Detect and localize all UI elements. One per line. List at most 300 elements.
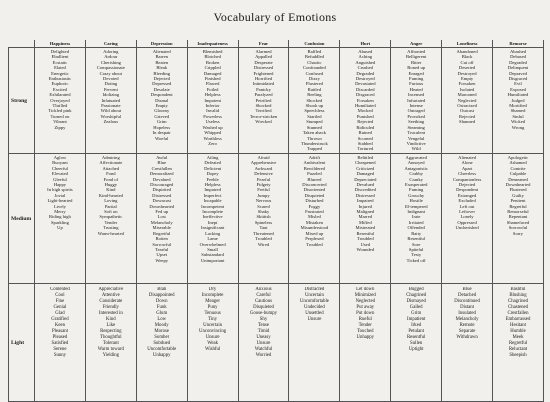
emotion-word: Admiring [101, 155, 120, 160]
emotion-word: Ostracized [457, 103, 477, 109]
emotion-word: Bitter [410, 59, 422, 65]
emotion-word: Wrecked [255, 119, 272, 125]
emotion-word: Reluctant [508, 347, 528, 352]
emotion-cell [187, 154, 238, 284]
emotion-word: Empty [460, 76, 474, 82]
emotion-word-list [342, 155, 388, 252]
emotion-word: Tortured [357, 146, 374, 152]
emotion-word: Discouraged [150, 182, 174, 188]
emotion-cell [493, 284, 544, 402]
emotion-word: Crabby [409, 171, 423, 177]
emotion-word-list [342, 287, 388, 341]
emotion-word: Morose [154, 329, 170, 334]
emotion-word: Separate [458, 329, 476, 334]
emotion-word: Lively [53, 203, 66, 209]
emotion-word: Apologetic [507, 155, 529, 160]
emotion-word-list [37, 49, 83, 130]
emotion-word: Injured [358, 203, 372, 209]
emotion-word: Dizzy [308, 76, 320, 82]
emotion-word: Rattled [307, 86, 322, 92]
emotion-word: Unhappy [152, 353, 171, 358]
emotion-word: Melancholy [455, 317, 479, 322]
emotion-word: Miserable [152, 225, 171, 231]
emotion-word: Elated [54, 65, 66, 71]
emotion-word: Despondent [456, 187, 479, 193]
emotion-word: Feeble [206, 176, 219, 182]
emotion-word: Fearful [256, 176, 271, 182]
emotion-word: Empty [155, 103, 168, 109]
emotion-word: Beaten [155, 59, 169, 65]
emotion-word: Uneasy [256, 335, 271, 340]
emotion-word: Jovial [54, 192, 66, 198]
emotion-word: Shunned [459, 119, 476, 125]
emotion-word-list [444, 287, 490, 341]
emotion-cell [35, 284, 86, 402]
emotion-word-list [88, 155, 134, 236]
emotion-word: Sheepish [509, 353, 527, 358]
emotion-word: Depreciated [354, 176, 377, 182]
emotion-word: Contented [50, 287, 70, 292]
emotion-word: Troubled [356, 236, 374, 242]
emotion-word: Ruined [358, 130, 372, 136]
emotion-word: Lost [157, 214, 166, 220]
emotion-word: Zippy [54, 124, 66, 130]
emotion-word: Taken aback [302, 130, 326, 136]
emotion-word: Meek [512, 335, 524, 340]
emotion-word: Leftover [459, 209, 475, 215]
emotion-word: Bleak [156, 65, 168, 71]
emotion-word: Regretful [153, 230, 171, 236]
emotion-word: Fervent [103, 86, 118, 92]
emotion-word: Jumpy [257, 192, 270, 198]
emotion-word: Depraved [509, 70, 527, 76]
emotion-word: Shaky [257, 209, 270, 215]
emotion-word-list [342, 49, 388, 152]
emotion-word: Grim [156, 119, 167, 125]
emotion-word: Annoyed [407, 160, 425, 166]
emotion-word: Stunned [306, 124, 322, 130]
emotion-word: Wild [411, 146, 421, 152]
emotion-word: Heated [409, 86, 423, 92]
emotion-word-list [444, 49, 490, 125]
emotion-word: Fidgety [256, 182, 271, 188]
emotion-word: Resentful [356, 230, 375, 236]
emotion-word: Melancholy [150, 219, 173, 225]
emotion-word: Foiled [206, 86, 219, 92]
emotion-word: Cut off [460, 59, 474, 65]
emotion-word: Put down [356, 311, 375, 316]
emotion-word-list [495, 49, 541, 130]
emotion-word: Let down [356, 287, 375, 292]
emotion-word: Moody [154, 323, 169, 328]
emotion-word: Enraged [408, 70, 424, 76]
emotion-word: Cheerful [51, 165, 68, 171]
emotion-word: Careful [256, 293, 271, 298]
emotion-word: Minimized [354, 293, 376, 298]
emotion-word: Distressed [355, 192, 375, 198]
emotion-word: Uncertain [304, 293, 324, 298]
emotion-word: Bugged [408, 287, 424, 292]
emotion-word: Distressed [152, 192, 172, 198]
emotion-word: Anguished [355, 59, 376, 65]
emotion-word: Overwhelmed [199, 241, 226, 247]
emotion-word: Appreciative [98, 287, 124, 292]
emotion-word: Helpless [204, 182, 221, 188]
emotion-word: Spineless [254, 219, 273, 225]
emotion-word: Deserted [458, 65, 476, 71]
emotion-word: Bleeding [153, 70, 171, 76]
emotion-word-list [241, 49, 287, 125]
emotion-word: Touched [357, 329, 374, 334]
emotion-cell [493, 48, 544, 154]
emotion-word: Regretful [508, 341, 528, 346]
emotion-cell [136, 284, 187, 402]
emotion-word: Blotched [204, 54, 221, 60]
emotion-word: Impatient [406, 317, 426, 322]
emotion-word: Seething [408, 119, 425, 125]
emotion-word: Inept [207, 219, 218, 225]
emotion-word: Ridiculed [356, 124, 375, 130]
emotion-word: Gleeful [53, 176, 67, 182]
emotion-word: Unsure [307, 317, 322, 322]
emotion-word: Affectionate [99, 160, 123, 166]
emotion-word: Furious [409, 81, 424, 87]
emotion-word: Disquieted [304, 192, 325, 198]
emotion-word: Ecstatic [52, 59, 68, 65]
emotion-word: Broken [205, 59, 220, 65]
emotion-word: Thoughtful [100, 335, 122, 340]
emotion-word: Incomplete [201, 293, 224, 298]
emotion-word: Puzzled [307, 171, 322, 177]
emotion-word: Shamefaced [506, 219, 530, 225]
emotion-word: Cherishing [100, 59, 121, 65]
emotion-word: Turned on [50, 113, 70, 119]
emotion-word: Apart [461, 165, 473, 171]
emotion-word: Shocked [255, 103, 272, 109]
emotion-word: Reeling [307, 92, 322, 98]
emotion-word: Partial [104, 203, 117, 209]
column-header: Hurt [340, 40, 391, 48]
emotion-word: Shamed [510, 108, 526, 114]
emotion-word: Weepy [155, 257, 169, 263]
emotion-word: Exposed [510, 86, 526, 92]
emotion-word: Sore [411, 241, 421, 247]
emotion-word: Adoring [103, 49, 119, 54]
emotion-word: Respecting [100, 329, 122, 334]
emotion-word: Shook up [305, 103, 324, 109]
emotion-word: Riding high [49, 214, 71, 220]
emotion-word: Excited [52, 86, 67, 92]
emotion-word: Desperate [254, 59, 273, 65]
emotion-word: Thunderstruck [301, 140, 328, 146]
emotion-word: Horrified [254, 76, 273, 82]
emotion-word: Isolated [459, 86, 475, 92]
emotion-word: Misunderstood [300, 225, 329, 231]
emotion-word: Irate [411, 214, 421, 220]
emotion-word: Insignificant [201, 225, 225, 231]
emotion-word: Speechless [304, 108, 325, 114]
emotion-word: Warm-hearted [97, 230, 124, 236]
emotion-word: Tearful [155, 246, 169, 252]
emotion-word: Misled [308, 214, 321, 220]
emotion-word: Put away [356, 305, 375, 310]
emotion-word: Helpless [204, 92, 221, 98]
emotion-word: Somber [154, 335, 170, 340]
emotion-word: Alone [461, 160, 473, 166]
emotion-word: Worthless [203, 135, 222, 141]
emotion-word: Disgraced [508, 76, 528, 82]
column-header: Happiness [35, 40, 86, 48]
emotion-word: Dismayed [406, 299, 426, 304]
emotion-word: Downhearted [149, 203, 175, 209]
emotion-word: In despair [152, 130, 171, 136]
emotion-word: Crippled [204, 65, 221, 71]
row-label: Light [9, 284, 35, 402]
emotion-word: Shocked [306, 97, 323, 103]
emotion-word: Worried [255, 353, 272, 358]
intensity-row-light [9, 284, 544, 402]
emotion-word: Kind [106, 317, 116, 322]
emotion-word: Euphoric [51, 81, 69, 87]
emotion-word: Grim [411, 311, 422, 316]
emotion-word: Rejected [459, 113, 476, 119]
emotion-word: Unimportant [200, 257, 225, 263]
emotion-cell [391, 154, 442, 284]
emotion-cell [187, 48, 238, 154]
emotion-word: Fed up [155, 209, 169, 215]
emotion-word: Scared [257, 203, 270, 209]
emotion-word: Alienated [458, 155, 476, 160]
emotion-word: Crazy about [99, 70, 122, 76]
emotion-word: Energetic [51, 70, 69, 76]
emotion-word: Embarrassed [505, 317, 531, 322]
emotion-word: Genial [53, 305, 67, 310]
emotion-cell [340, 284, 391, 402]
emotion-word: Wired [257, 241, 270, 247]
emotion-word: Low [157, 317, 167, 322]
emotion-word-list [139, 287, 185, 359]
emotion-word: Skittish [256, 214, 271, 220]
emotion-word: Zero [208, 140, 217, 146]
emotion-word: Ambivalent [303, 160, 326, 166]
emotion-word: Meager [205, 299, 220, 304]
emotion-word: Cheerless [458, 171, 476, 177]
emotion-word: Bewildered [303, 165, 325, 171]
emotion-word-list [37, 287, 83, 359]
emotion-word: Rejected [357, 119, 374, 125]
emotion-word: Dopey [206, 171, 219, 177]
emotion-word: Confused [305, 70, 324, 76]
emotion-word: Sympathetic [99, 214, 123, 220]
emotion-word: Estranged [457, 192, 477, 198]
emotion-word: Foggy [308, 203, 321, 209]
emotion-word: Alienated [152, 49, 171, 54]
emotion-word: Light-hearted [47, 198, 73, 204]
emotion-word: Deficient [204, 165, 222, 171]
emotion-word: Outraged [407, 108, 425, 114]
emotion-cell [289, 48, 340, 154]
emotion-word: Left out [459, 203, 475, 209]
emotion-word: Loving [104, 198, 118, 204]
emotion-word: Petulant [408, 329, 425, 334]
emotion-word: Uncertain [203, 323, 223, 328]
emotion-word: Boned up [407, 65, 426, 71]
emotion-word: Grieved [154, 113, 170, 119]
emotion-word: Dry [208, 287, 217, 292]
emotion-word: Disoriented [303, 187, 326, 193]
emotion-word: Sinful [512, 113, 524, 119]
emotion-word: Down [155, 299, 168, 304]
emotion-word: Demoralized [149, 171, 174, 177]
emotion-word: Attentive [101, 293, 120, 298]
emotion-word: Dismal [155, 97, 169, 103]
emotion-word: Incompetent [201, 203, 225, 209]
emotion-word: Kind [106, 187, 116, 193]
emotion-word: Punished [356, 113, 374, 119]
emotion-word: Abandoned [456, 49, 478, 54]
emotion-word: Devalued [152, 176, 171, 182]
emotion-word: Sullen [410, 341, 423, 346]
emotion-word: Detached [458, 293, 477, 298]
emotion-word: Wild about [100, 108, 122, 114]
emotion-word: Unhappy [356, 335, 375, 340]
emotion-word: Distracted [304, 287, 325, 292]
emotion-word: Tickled pink [48, 108, 72, 114]
emotion-word: Crushed [357, 65, 373, 71]
emotion-word: Humble [510, 329, 526, 334]
emotion-word: Remorseful [507, 209, 529, 215]
emotion-word-list [495, 287, 541, 359]
emotion-word: Downhearted [505, 182, 531, 188]
emotion-word: Exasperated [404, 182, 428, 188]
table-body [9, 48, 544, 402]
emotion-word: Mortified [509, 103, 527, 109]
emotion-word: In high spirits [47, 187, 73, 193]
emotion-word: Subdued [153, 341, 171, 346]
column-header: Fear [238, 40, 289, 48]
emotion-word: Considerate [99, 299, 123, 304]
emotion-word: Hostile [409, 198, 423, 204]
emotion-word-list [139, 155, 185, 263]
emotion-cell [238, 154, 289, 284]
emotion-word: Ill-tempered [404, 203, 428, 209]
emotion-word: Miffed [358, 219, 372, 225]
emotion-word: Blurred [307, 176, 322, 182]
emotion-cell [289, 284, 340, 402]
emotion-word: Contrite [510, 165, 526, 171]
emotion-word: Glum [156, 311, 168, 316]
emotion-word: Woeful [155, 135, 169, 141]
emotion-word: Infuriated [407, 97, 426, 103]
emotion-word: Paralyzed [254, 92, 273, 98]
emotion-word: Aggravated [405, 155, 427, 160]
emotion-word: Indignant [407, 209, 425, 215]
emotion-word: Testy [411, 252, 422, 258]
emotion-word: Lame [207, 236, 218, 242]
emotion-word-list [393, 287, 439, 353]
emotion-word: Tense [257, 323, 270, 328]
emotion-word: Wicked [510, 119, 526, 125]
emotion-word: Pleased [52, 335, 68, 340]
emotion-word: Flustered [509, 187, 527, 193]
emotion-word: Aglow [53, 155, 67, 160]
emotion-word: Cranky [409, 176, 423, 182]
emotion-word: Culpable [509, 171, 527, 177]
emotion-word: Vengeful [407, 135, 425, 141]
emotion-word: Soft on [104, 209, 118, 215]
emotion-word: Frightened [253, 70, 274, 76]
emotion-word: Vindictive [406, 140, 426, 146]
emotion-word: Substandard [201, 252, 224, 258]
emotion-word: Sparkling [51, 219, 69, 225]
emotion-word: Flawed [205, 81, 220, 87]
emotion-word-list [444, 155, 490, 231]
emotion-word: Elevated [51, 171, 68, 177]
emotion-word: Neglected [355, 299, 376, 304]
emotion-word: Gratified [51, 317, 69, 322]
emotion-word: Tiny [208, 317, 218, 322]
emotion-word: Keen [54, 323, 65, 328]
emotion-word: Useless [205, 119, 220, 125]
emotion-word: Troubled [306, 241, 323, 247]
emotion-word: Interested in [98, 311, 123, 316]
emotion-word: Companionless [452, 176, 482, 182]
emotion-word: Yielding [102, 353, 120, 358]
emotion-cell [391, 284, 442, 402]
emotion-word: Guilty [512, 192, 524, 198]
emotion-cell [493, 154, 544, 284]
column-header: Anger [391, 40, 442, 48]
emotion-word: Afraid [257, 155, 270, 160]
emotion-word: Wrong [511, 124, 525, 130]
emotion-word: Goose-bumpy [249, 311, 278, 316]
emotion-word: Fuming [409, 187, 424, 193]
emotion-word: Degraded [356, 70, 375, 76]
emotion-word: Whipped [204, 130, 222, 136]
emotion-word: Mistreated [355, 225, 376, 231]
emotion-word: Hopeless [153, 124, 171, 130]
emotion-word: Overjoyed [50, 97, 70, 103]
emotion-word: Unsure [256, 341, 271, 346]
emotion-word: Damaged [203, 70, 222, 76]
intensity-row-strong [9, 48, 544, 154]
emotion-word: Threatened [253, 230, 274, 236]
column-header: Confusion [289, 40, 340, 48]
emotion-word: Devoted [103, 76, 119, 82]
emotion-word: Enthusiastic [48, 76, 72, 82]
emotion-word: Discarded [355, 86, 375, 92]
emotion-word: Crestfallen [507, 311, 529, 316]
emotion-word: Abashed [509, 49, 527, 54]
emotion-word: Crestfallen [151, 165, 172, 171]
emotion-word: Fuming [409, 76, 424, 82]
emotion-word: Weak [207, 341, 219, 346]
emotion-word: Terrified [255, 108, 272, 114]
emotion-word: Tenuous [204, 311, 221, 316]
emotion-word: Glad [55, 311, 65, 316]
emotion-word-list [393, 155, 439, 263]
emotion-word: Uncomfortable [147, 347, 177, 352]
emotion-word: Devastated [355, 81, 376, 87]
emotion-word: Doting [104, 81, 118, 87]
emotion-word: Disquieted [253, 305, 274, 310]
emotion-word: Passionate [101, 103, 121, 109]
emotion-word: Abused [358, 49, 373, 54]
emotion-word: Ailing [206, 155, 219, 160]
emotion-word-list [291, 287, 337, 323]
emotion-word: Petrified [255, 97, 272, 103]
emotion-word: Incensed [408, 92, 425, 98]
